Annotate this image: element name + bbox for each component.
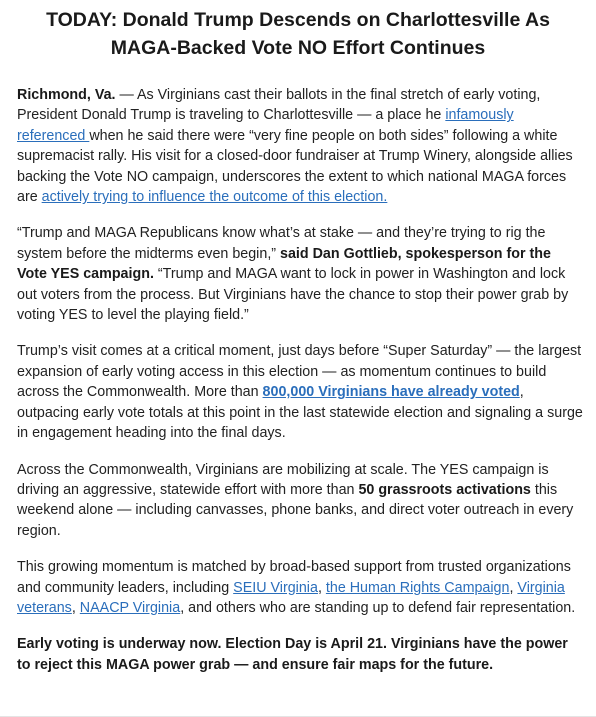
link-human-rights-campaign[interactable]: the Human Rights Campaign — [325, 579, 510, 596]
text-run: this weekend alone — including canvasses, phone banks, and direct voter outreach in every region. — [17, 481, 574, 539]
text-run: Across the Commonwealth, Virginians are mobilizing at scale. The YES campaign is driving an aggressive, statewide effort with more than — [17, 461, 549, 498]
article-body — [17, 85, 583, 675]
text-run: Trump’s visit comes at a critical moment, just days before “Super Saturday” — the largest expansion of early voting access in this election — as momentum continues to build across the Commonwealth. More than — [17, 343, 582, 401]
paragraph-intro — [17, 85, 583, 207]
headline — [0, 6, 596, 62]
paragraph-mobilizing — [17, 460, 583, 542]
text-run: , and others who are standing up to defend fair representation. — [180, 599, 576, 616]
text-run: — As Virginians cast their ballots in the final stretch of early voting, President Donald Trump is traveling to Charlottesville — a place he — [17, 87, 541, 124]
link-seiu-virginia[interactable]: SEIU Virginia — [233, 579, 318, 596]
paragraph-momentum — [17, 341, 583, 443]
text-run: , — [509, 579, 518, 596]
link-800000-voted[interactable]: 800,000 Virginians have already voted — [262, 384, 520, 401]
text-run: “Trump and MAGA want to lock in power in Washington and lock out voters from the process. But Virginians have the chance to stop their power grab by voting YES to level the playing field.” — [17, 266, 569, 324]
text-run: , — [317, 579, 326, 596]
dateline: Richmond, Va. — [17, 87, 116, 103]
text-run: , outpacing early vote totals at this point in the last statewide election and signaling a surge in engagement heading into the final days. — [17, 384, 583, 442]
paragraph-support — [17, 557, 583, 618]
headline-line-1: TODAY: Donald Trump Descends on Charlottesville As — [46, 9, 550, 31]
paragraph-quote — [17, 223, 583, 325]
link-naacp-virginia[interactable]: NAACP Virginia — [79, 599, 181, 616]
text-run: , — [71, 599, 80, 616]
speaker-attribution: said Dan Gottlieb, spokesperson for the Vote YES campaign. — [17, 245, 551, 283]
text-run: “Trump and MAGA Republicans know what’s at stake — and they’re trying to rig the system before the midterms even begin,” — [17, 225, 546, 262]
headline-line-2: MAGA-Backed Vote NO Effort Continues — [110, 37, 486, 59]
text-run: when he said there were “very fine people on both sides” following a white supremacist rally. His visit for a closed-door fundraiser at Trump Winery, alongside allies backing the Vote NO campaign, underscores the extent to which national MAGA forces are — [17, 127, 573, 206]
link-infamously-referenced[interactable]: infamously referenced — [17, 107, 514, 144]
link-virginia-veterans[interactable]: Virginia veterans — [17, 579, 565, 616]
link-actively-trying[interactable]: actively trying to influence the outcome of this election. — [41, 189, 388, 206]
activations-highlight: 50 grassroots activations — [358, 481, 531, 498]
closing-statement: Early voting is underway now. Election Day is April 21. Virginians have the power to reject this MAGA power grab — and ensure fair maps for the future. — [17, 636, 568, 673]
paragraph-closing — [17, 634, 583, 675]
text-run: This growing momentum is matched by broad-based support from trusted organizations and community leaders, including — [17, 559, 571, 596]
